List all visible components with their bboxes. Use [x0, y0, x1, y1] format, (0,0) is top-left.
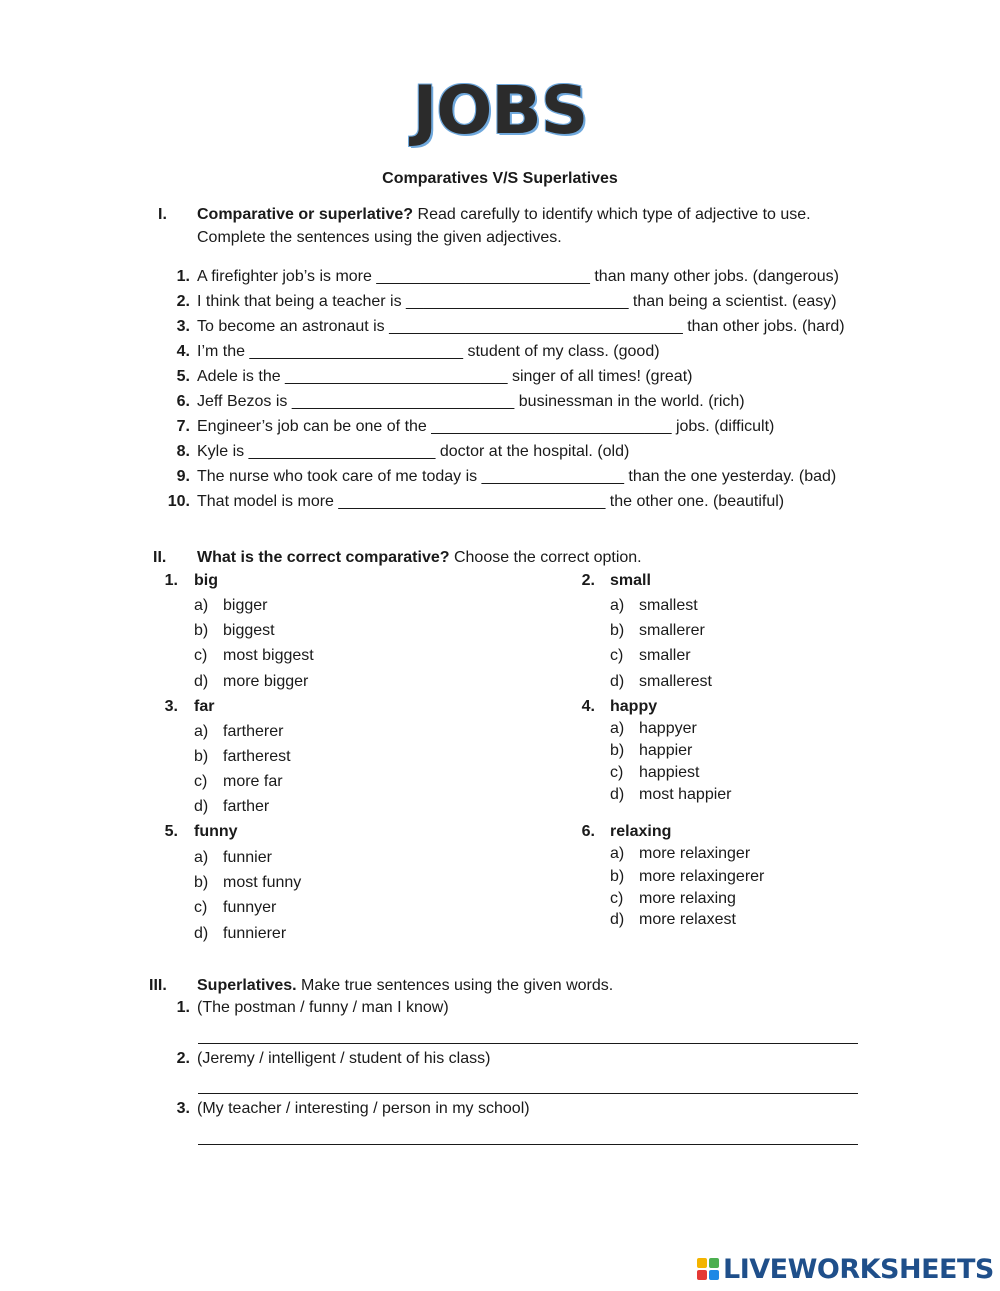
question-word: happy [610, 698, 658, 715]
list-item [0, 999, 1000, 1023]
answer-line[interactable] [198, 1144, 858, 1145]
section-2-bold: What is the correct comparative? [197, 549, 450, 566]
option-text: smaller [639, 647, 691, 664]
option-text: most biggest [223, 647, 314, 664]
option-text: more relaxest [639, 911, 736, 928]
option-letter: c) [610, 764, 624, 781]
item-text: A firefighter job’s is more ________________________ than many other jobs. (dangerous) [197, 268, 839, 285]
list-item [0, 1050, 1000, 1074]
item-text: Engineer’s job can be one of the ___________________________ jobs. (difficult) [197, 418, 775, 435]
question-word: relaxing [610, 823, 672, 840]
item-number: 10. [167, 493, 190, 510]
item-number: 8. [176, 443, 190, 460]
section-3-bold: Superlatives. [197, 977, 297, 994]
option-text: most funny [223, 874, 302, 891]
option-letter: c) [194, 773, 208, 790]
option-letter: b) [194, 874, 209, 891]
section-2-text: Choose the correct option. [449, 549, 642, 566]
option-letter: a) [194, 849, 209, 866]
option-text: smallest [639, 597, 698, 614]
question-word: small [610, 572, 651, 589]
logo-text: LIVEWORKSHEETS [723, 1253, 994, 1285]
option-text: fartherer [223, 723, 284, 740]
option-text: most happier [639, 786, 732, 803]
option-text: happyer [639, 720, 697, 737]
option-text: smallerer [639, 622, 705, 639]
section-3-instructions [197, 974, 857, 997]
option-letter: b) [194, 622, 209, 639]
item-text: Jeff Bezos is _________________________ businessman in the world. (rich) [197, 393, 745, 410]
item-number: 5. [176, 368, 190, 385]
question-number: 3. [164, 698, 178, 715]
item-text: (Jeremy / intelligent / student of his class) [197, 1050, 491, 1067]
item-text: (My teacher / interesting / person in my school) [197, 1100, 530, 1117]
section-1-bold: Comparative or superlative? [197, 206, 414, 223]
option-letter: a) [194, 597, 209, 614]
item-number: 2. [176, 1050, 190, 1067]
page-title: JOBS [412, 72, 588, 149]
option-letter: c) [194, 899, 208, 916]
option-letter: d) [610, 911, 625, 928]
item-number: 7. [176, 418, 190, 435]
option-letter: b) [610, 622, 625, 639]
option-text: smallerest [639, 673, 712, 690]
item-number: 4. [176, 343, 190, 360]
question-word: far [194, 698, 215, 715]
liveworksheets-logo [697, 1254, 994, 1284]
option-letter: b) [610, 868, 625, 885]
item-text: Kyle is _____________________ doctor at the hospital. (old) [197, 443, 630, 460]
item-text: (The postman / funny / man I know) [197, 999, 449, 1016]
option-text: happiest [639, 764, 700, 781]
option-letter: a) [610, 845, 625, 862]
question-word: funny [194, 823, 238, 840]
answer-line[interactable] [198, 1093, 858, 1094]
option-letter: a) [610, 720, 625, 737]
section-1-number: I. [158, 206, 167, 223]
item-text: I’m the ________________________ student of my class. (good) [197, 343, 660, 360]
option-text: biggest [223, 622, 275, 639]
section-1-text-2: Complete the sentences using the given adjectives. [197, 229, 562, 246]
logo-blocks-icon [697, 1258, 719, 1280]
item-text: That model is more ______________________________ the other one. (beautiful) [197, 493, 785, 510]
question-word: big [194, 572, 218, 589]
option-text: funnier [223, 849, 272, 866]
option-letter: d) [610, 786, 625, 803]
option-letter: b) [194, 748, 209, 765]
option-letter: a) [610, 597, 625, 614]
option-letter: c) [194, 647, 208, 664]
item-number: 3. [176, 1100, 190, 1117]
option-text: bigger [223, 597, 268, 614]
section-1-text-1: Read carefully to identify which type of adjective to use. [413, 206, 811, 223]
option-text: farther [223, 798, 270, 815]
item-number: 1. [176, 999, 190, 1016]
option-letter: d) [194, 798, 209, 815]
list-item [0, 1100, 1000, 1124]
option-text: fartherest [223, 748, 291, 765]
section-3-text: Make true sentences using the given words. [296, 977, 614, 994]
option-letter: d) [610, 673, 625, 690]
option-text: more relaxing [639, 890, 736, 907]
question-number: 5. [164, 823, 178, 840]
option-text: more relaxinger [639, 845, 751, 862]
option-letter: d) [194, 673, 209, 690]
option-text: more far [223, 773, 283, 790]
item-number: 6. [176, 393, 190, 410]
item-text: The nurse who took care of me today is ________________ than the one yesterday. (bad) [197, 468, 837, 485]
option-text: happier [639, 742, 693, 759]
item-number: 3. [176, 318, 190, 335]
option-text: more relaxingerer [639, 868, 765, 885]
question-number: 1. [164, 572, 178, 589]
item-text: To become an astronaut is _________________________________ than other jobs. (hard) [197, 318, 845, 335]
question-number: 2. [581, 572, 595, 589]
item-number: 2. [176, 293, 190, 310]
item-number: 1. [176, 268, 190, 285]
page-subtitle: Comparatives V/S Superlatives [382, 170, 618, 187]
option-text: more bigger [223, 673, 309, 690]
item-text: I think that being a teacher is _________________________ than being a scientist. (easy) [197, 293, 837, 310]
question-number: 6. [581, 823, 595, 840]
option-text: funnyer [223, 899, 277, 916]
section-3-number: III. [149, 977, 167, 994]
section-1-instructions [197, 203, 857, 249]
question-number: 4. [581, 698, 595, 715]
option-text: funnierer [223, 925, 287, 942]
answer-line[interactable] [198, 1043, 858, 1044]
option-letter: c) [610, 890, 624, 907]
item-number: 9. [176, 468, 190, 485]
option-letter: c) [610, 647, 624, 664]
option-letter: b) [610, 742, 625, 759]
section-2-number: II. [153, 549, 167, 566]
section-2-instructions [197, 546, 857, 569]
option-letter: d) [194, 925, 209, 942]
item-text: Adele is the _________________________ singer of all times! (great) [197, 368, 693, 385]
option-letter: a) [194, 723, 209, 740]
